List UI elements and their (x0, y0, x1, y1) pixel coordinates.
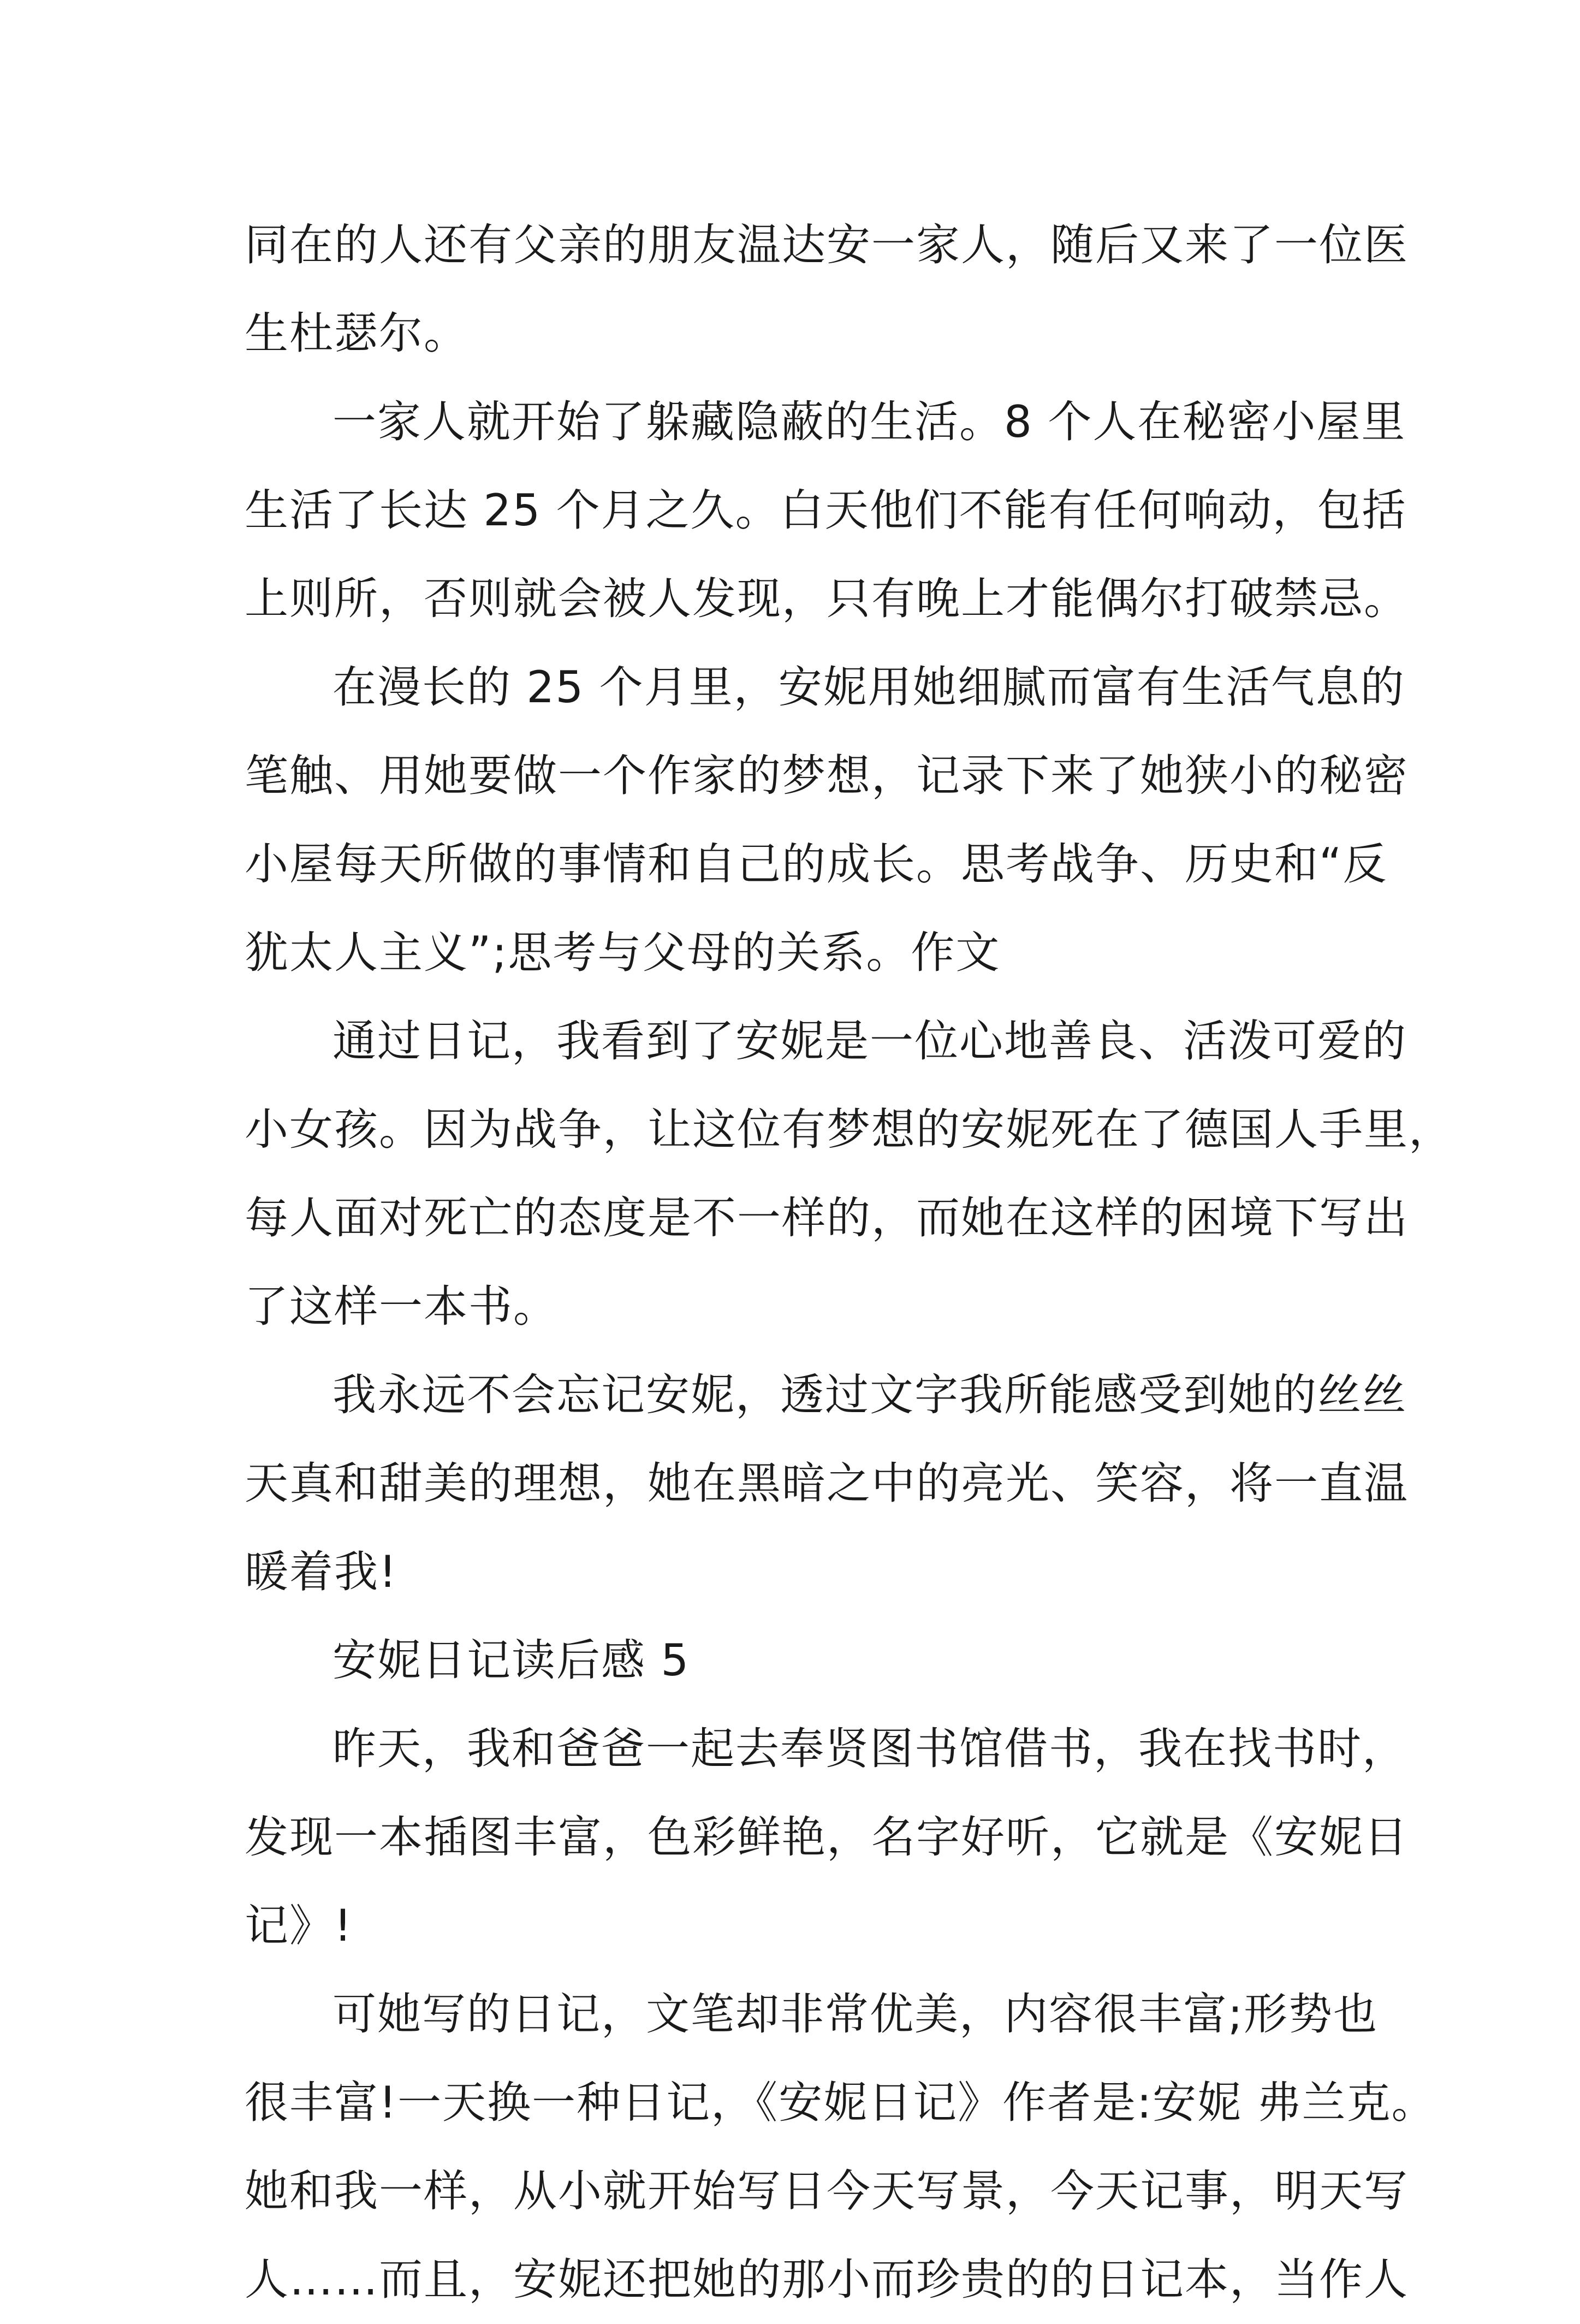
text-line: 犹太人主义”;思考与父母的关系。作文 (245, 927, 1001, 978)
text-line: 天真和甜美的理想，她在黑暗之中的亮光、笑容，将一直温 (245, 1458, 1409, 1509)
text-line: 生杜瑟尔。 (245, 308, 468, 359)
text-line: 上则所，否则就会被人发现，只有晚上才能偶尔打破禁忌。 (245, 573, 1409, 624)
paragraph-first-line: 一家人就开始了躲藏隐蔽的生活。8 个人在秘密小屋里 (332, 396, 1406, 447)
text-line: 很丰富!一天换一种日记，《安妮日记》作者是:安妮 弗兰克。 (245, 2077, 1436, 2128)
section-heading: 安妮日记读后感 5 (332, 1635, 690, 1686)
text-line: 生活了长达 25 个月之久。白天他们不能有任何响动，包括 (245, 485, 1407, 536)
paragraph-first-line: 可她写的日记，文笔却非常优美，内容很丰富;形势也 (332, 1989, 1378, 2040)
paragraph-first-line: 在漫长的 25 个月里，安妮用她细腻而富有生活气息的 (332, 662, 1405, 713)
text-line: 小屋每天所做的事情和自己的成长。思考战争、历史和“反 (245, 839, 1388, 890)
paragraph-first-line: 通过日记，我看到了安妮是一位心地善良、活泼可爱的 (332, 1016, 1407, 1066)
text-line: 暖着我! (245, 1546, 398, 1597)
text-line: 她和我一样，从小就开始写日今天写景，今天记事，明天写 (245, 2166, 1409, 2216)
text-line: 同在的人还有父亲的朋友温达安一家人，随后又来了一位医 (245, 220, 1409, 270)
text-line: 了这样一本书。 (245, 1281, 558, 1332)
body-text (245, 201, 1453, 2324)
paragraph-first-line: 昨天，我和爸爸一起去奉贤图书馆借书，我在找书时， (332, 1723, 1407, 1774)
paragraph-first-line: 我永远不会忘记安妮，透过文字我所能感受到她的丝丝 (332, 1370, 1407, 1420)
text-line: 人……而且，安妮还把她的那小而珍贵的的日记本，当作人 (245, 2254, 1409, 2305)
text-line: 笔触、用她要做一个作家的梦想，记录下来了她狭小的秘密 (245, 750, 1409, 801)
text-line: 发现一本插图丰富，色彩鲜艳，名字好听，它就是《安妮日 (245, 1812, 1409, 1863)
text-line: 每人面对死亡的态度是不一样的，而她在这样的困境下写出 (245, 1193, 1409, 1243)
text-line: 记》! (245, 1900, 353, 1951)
text-line: 小女孩。因为战争，让这位有梦想的安妮死在了德国人手里， (245, 1104, 1453, 1155)
